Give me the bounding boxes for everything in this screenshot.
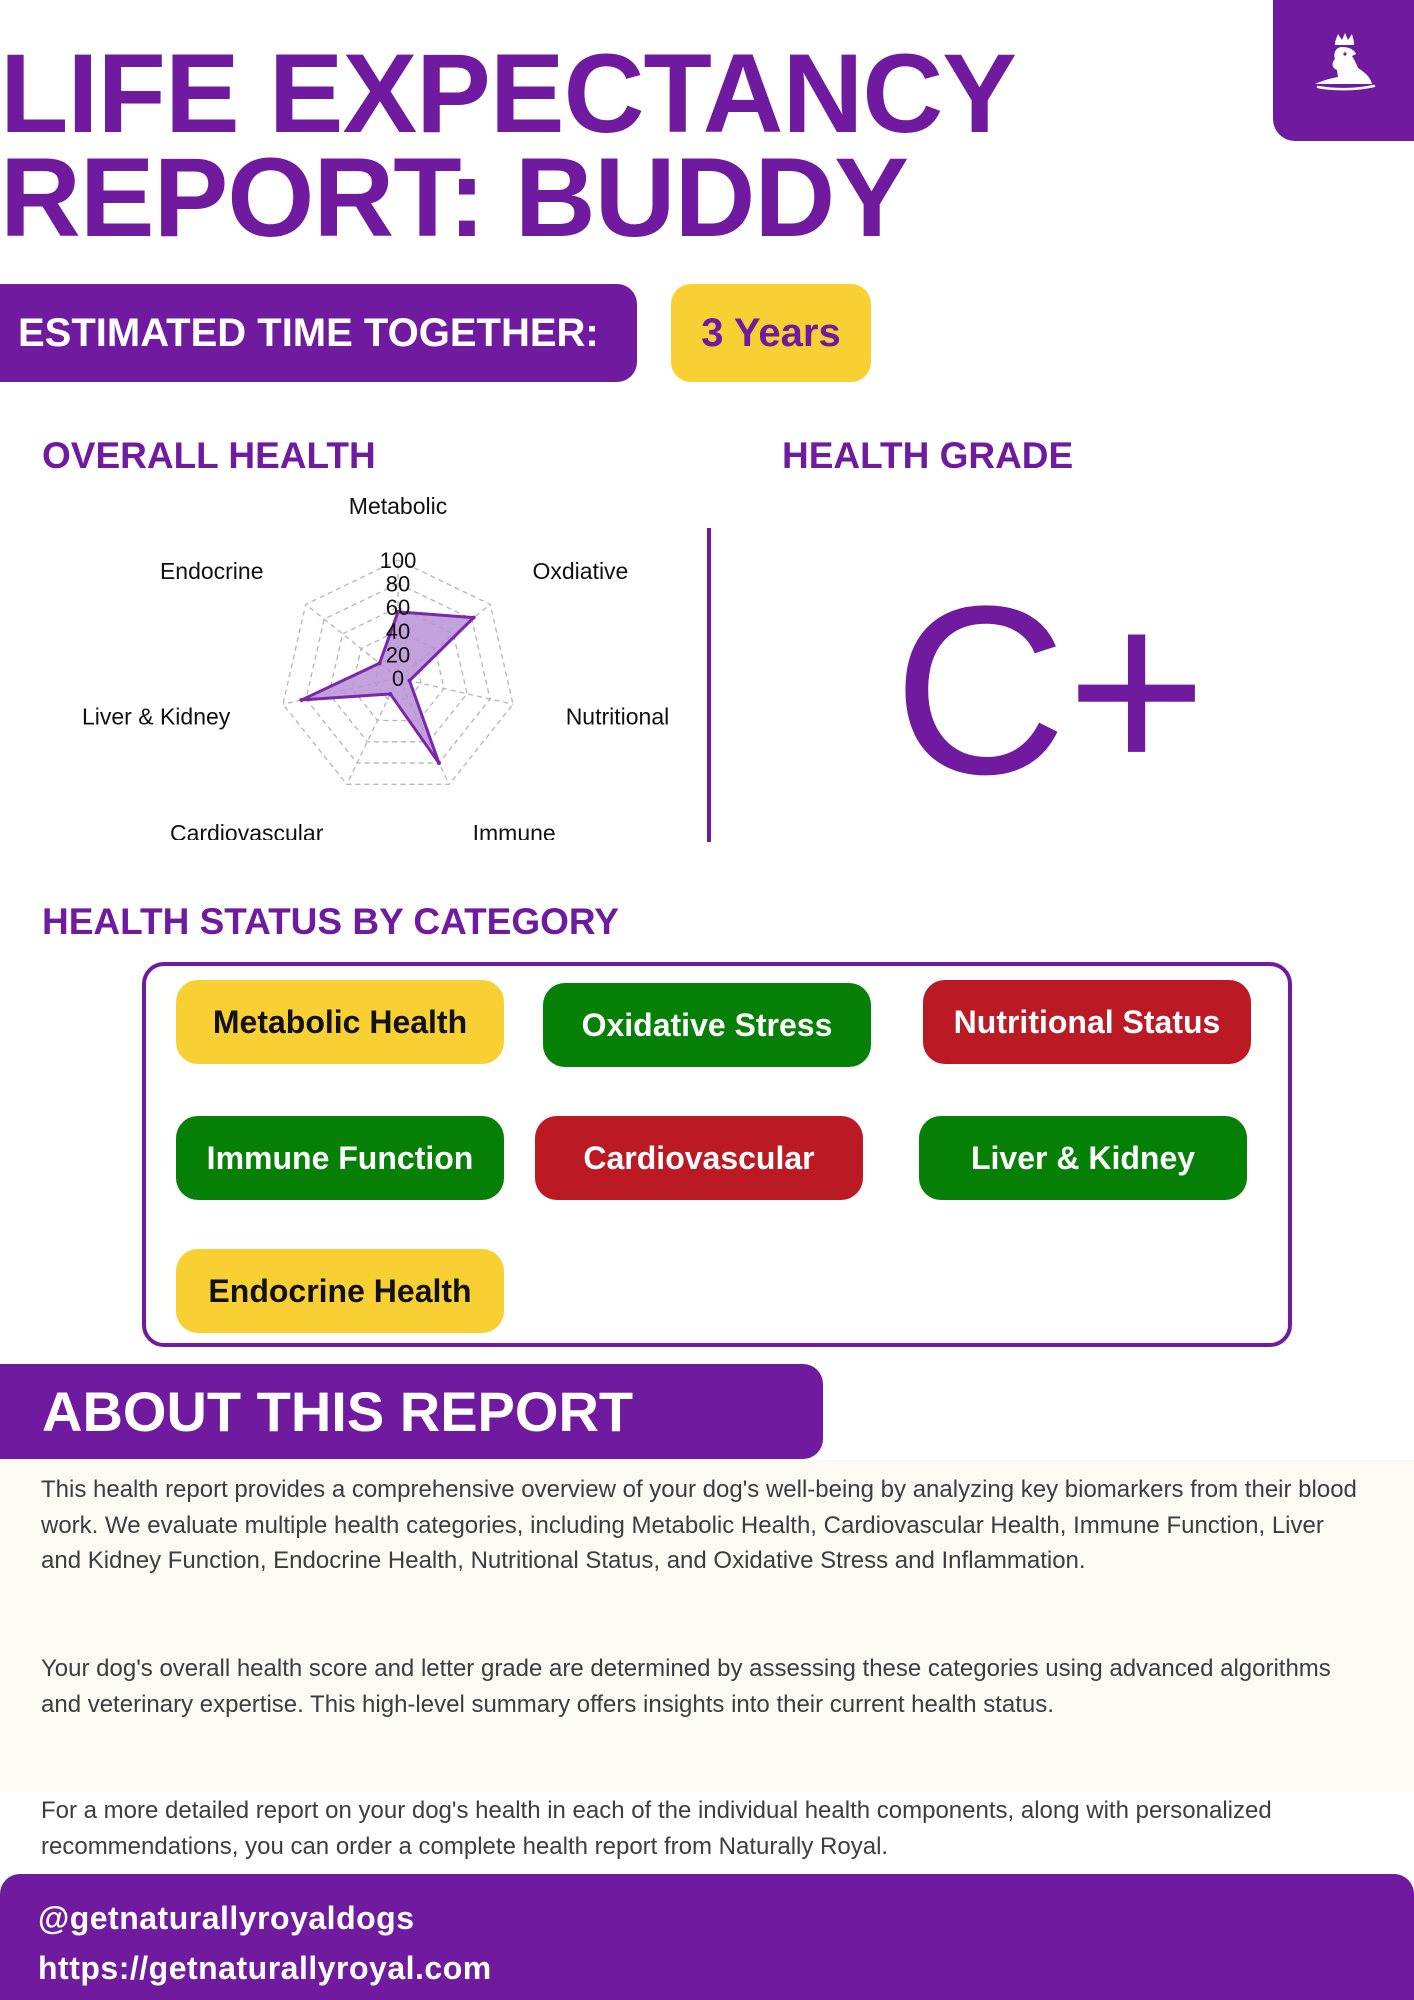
estimated-time-label: ESTIMATED TIME TOGETHER: <box>0 284 637 382</box>
overall-health-radar-chart <box>60 490 700 840</box>
radar-axis-label: Cardiovascular <box>169 819 324 840</box>
status-oxidative-stress: Oxidative Stress <box>543 983 871 1067</box>
radar-axis-label: Nutritional <box>565 703 670 730</box>
status-category-panel <box>142 962 1292 1347</box>
radar-axis-label: Endocrine <box>159 557 264 584</box>
radar-data-point <box>299 698 303 702</box>
radar-data-point <box>437 761 441 765</box>
about-paragraph-2: Your dog's overall health score and letter grade are determined by assessing these categories using advanced algorithms and veterinary expertise. This high-level summary offers insights into their current health status. <box>41 1655 1331 1718</box>
radar-data-point <box>378 661 382 665</box>
radar-axis-label: Oxdiative <box>532 557 629 584</box>
estimated-time-value: 3 Years <box>671 284 871 382</box>
radar-data-point <box>408 679 412 683</box>
status-metabolic-health: Metabolic Health <box>176 980 504 1064</box>
status-liver-kidney: Liver & Kidney <box>919 1116 1247 1200</box>
overall-health-heading: OVERALL HEALTH <box>42 435 376 476</box>
about-paragraph-1: This health report provides a comprehensive overview of your dog's well-being by analyzing key biomarkers from their blood work. We evaluate multiple health categories, including Metabolic Health, Cardiovascular Health, Immune Function, Liver and Kidney Function, Endocrine Health, Nutritional Status, and Oxidative Stress and Inflammation. <box>41 1476 1357 1574</box>
health-grade-value: C+ <box>893 556 1207 824</box>
footer <box>0 1874 1414 2000</box>
radar-tick-label: 60 <box>385 595 411 621</box>
page-title <box>0 31 1016 260</box>
radar-tick-label: 80 <box>385 571 411 597</box>
status-endocrine-health: Endocrine Health <box>176 1249 504 1333</box>
crowned-dog-logo-icon <box>1312 32 1378 94</box>
radar-tick-label: 20 <box>385 642 411 668</box>
status-nutritional-status: Nutritional Status <box>923 980 1251 1064</box>
about-paragraph-3: For a more detailed report on your dog's health in each of the individual health components, along with personalized recommendations, you can order a complete health report from Naturally Royal. <box>41 1797 1272 1860</box>
radar-tick-label: 100 <box>379 548 417 573</box>
radar-axis-label: Liver & Kidney <box>81 703 231 730</box>
title-line-1: LIFE EXPECTANCY <box>0 31 1016 156</box>
radar-axis-label: Immune <box>472 819 556 840</box>
radar-tick-label: 0 <box>391 666 405 691</box>
radar-tick-label: 40 <box>385 618 411 644</box>
website-link[interactable]: https://getnaturallyroyal.com <box>38 1950 492 1986</box>
status-immune-function: Immune Function <box>176 1116 504 1200</box>
radar-data-point <box>472 616 476 620</box>
about-heading: ABOUT THIS REPORT <box>0 1364 823 1459</box>
radar-data-point <box>388 692 392 696</box>
status-cardiovascular: Cardiovascular <box>535 1116 863 1200</box>
title-line-2: REPORT: BUDDY <box>0 135 908 260</box>
social-handle-link[interactable]: @getnaturallyroyaldogs <box>38 1900 415 1936</box>
radar-axis-label: Metabolic <box>348 493 448 519</box>
health-grade-heading: HEALTH GRADE <box>782 435 1074 476</box>
section-divider <box>707 528 711 842</box>
brand-logo[interactable] <box>1273 0 1414 141</box>
status-heading: HEALTH STATUS BY CATEGORY <box>42 901 619 942</box>
